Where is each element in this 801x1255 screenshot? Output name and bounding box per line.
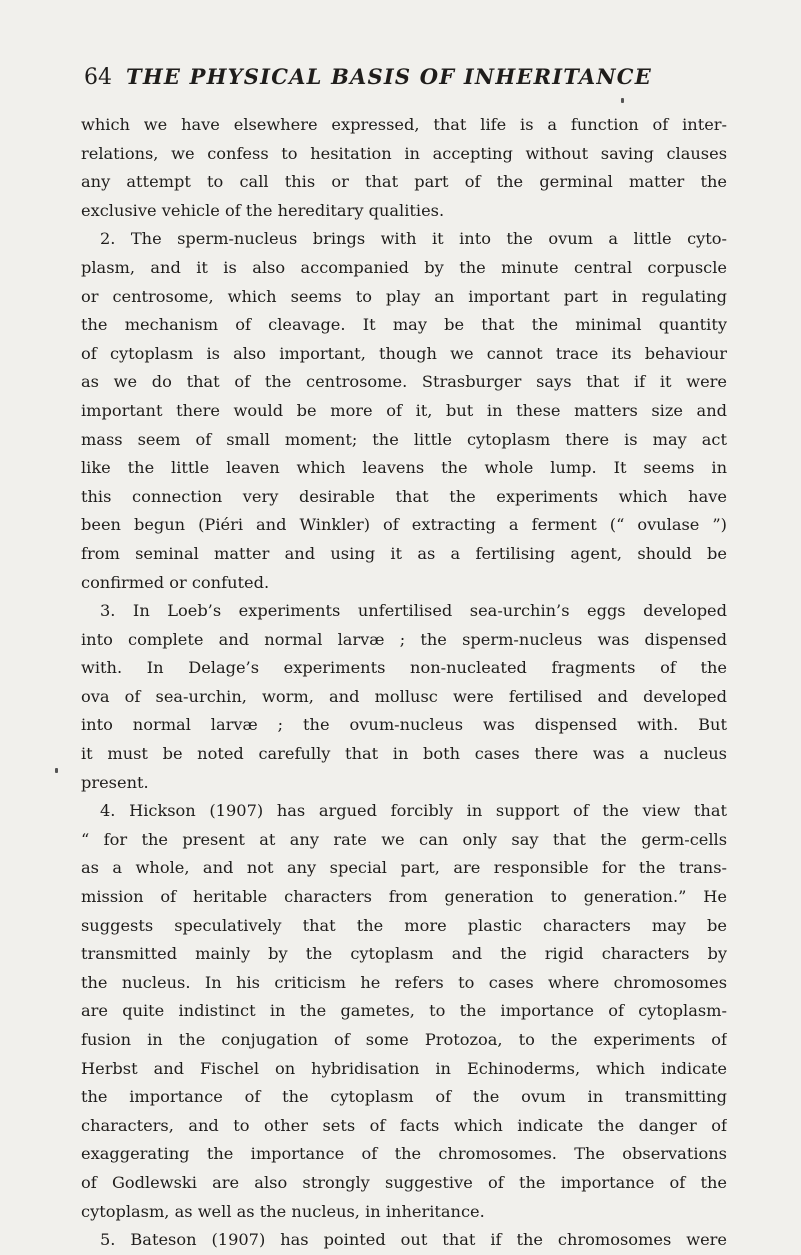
text-line: the mechanism of cleavage. It may be that the minimal quantity — [81, 315, 727, 335]
text-line: 2. The sperm-nucleus brings with it into the ovum a little cyto- — [100, 229, 727, 249]
text-line: of cytoplasm is also important, though we cannot trace its behaviour — [81, 343, 727, 363]
text-line: mission of heritable characters from generation to generation.” He — [81, 887, 727, 907]
text-line: characters, and to other sets of facts which indicate the danger of — [81, 1115, 727, 1135]
text-line: suggests speculatively that the more plastic characters may be — [81, 915, 727, 935]
text-line: or centrosome, which seems to play an important part in regulating — [81, 286, 727, 306]
text-line: “ for the present at any rate we can only say that the germ-cells — [81, 829, 727, 849]
text-line: 3. In Loeb’s experiments unfertilised sea-urchin’s eggs developed — [100, 601, 727, 621]
text-line: cytoplasm, as well as the nucleus, in inheritance. — [81, 1201, 485, 1221]
text-line: as a whole, and not any special part, are responsible for the trans- — [81, 858, 727, 878]
text-line: Herbst and Fischel on hybridisation in Echinoderms, which indicate — [81, 1058, 727, 1078]
text-line: with. In Delage’s experiments non-nucleated fragments of the — [81, 658, 727, 678]
text-line: mass seem of small moment; the little cytoplasm there is may act — [81, 429, 727, 449]
text-line: any attempt to call this or that part of the germinal matter the — [81, 172, 727, 192]
print-speck — [55, 768, 58, 773]
text-line: 4. Hickson (1907) has argued forcibly in support of the view that — [100, 801, 727, 821]
text-line: are quite indistinct in the gametes, to the importance of cytoplasm- — [81, 1001, 727, 1021]
text-line: 5. Bateson (1907) has pointed out that if the chromosomes were — [100, 1230, 727, 1250]
text-line: it must be noted carefully that in both cases there was a nucleus — [81, 744, 727, 764]
text-line: this connection very desirable that the experiments which have — [81, 486, 727, 506]
text-line: relations, we confess to hesitation in accepting without saving clauses — [81, 143, 727, 163]
text-line: exaggerating the importance of the chromosomes. The observations — [81, 1144, 727, 1164]
text-line: important there would be more of it, but in these matters size and — [81, 400, 727, 420]
text-line: the importance of the cytoplasm of the ovum in transmitting — [81, 1087, 727, 1107]
text-line: the nucleus. In his criticism he refers to cases where chromosomes — [81, 972, 727, 992]
text-line: plasm, and it is also accompanied by the minute central corpuscle — [81, 257, 727, 277]
text-line: fusion in the conjugation of some Protozoa, to the experiments of — [81, 1030, 727, 1049]
text-line: like the little leaven which leavens the whole lump. It seems in — [81, 458, 727, 478]
text-line: confirmed or confuted. — [81, 572, 270, 592]
text-line: from seminal matter and using it as a fertilising agent, should be — [81, 543, 727, 563]
page-header — [84, 64, 724, 96]
text-line: which we have elsewhere expressed, that life is a function of inter- — [81, 115, 727, 134]
running-title: THE PHYSICAL BASIS OF INHERITANCE — [126, 64, 652, 89]
text-line: transmitted mainly by the cytoplasm and the rigid characters by — [81, 944, 727, 964]
print-speck — [621, 98, 624, 103]
body-text — [81, 111, 727, 1255]
text-line: into complete and normal larvæ ; the sperm-nucleus was dispensed — [81, 629, 727, 649]
text-line: into normal larvæ ; the ovum-nucleus was dispensed with. But — [81, 715, 727, 735]
text-line: present. — [81, 772, 149, 792]
text-line: been begun (Piéri and Winkler) of extracting a ferment (“ ovulase ”) — [81, 515, 727, 535]
text-line: as we do that of the centrosome. Strasburger says that if it were — [81, 372, 727, 392]
text-line: of Godlewski are also strongly suggestive of the importance of the — [81, 1172, 727, 1192]
page-number: 64 — [84, 65, 112, 90]
text-line: ova of sea-urchin, worm, and mollusc were fertilised and developed — [81, 686, 727, 706]
text-line: exclusive vehicle of the hereditary qualities. — [81, 200, 445, 220]
